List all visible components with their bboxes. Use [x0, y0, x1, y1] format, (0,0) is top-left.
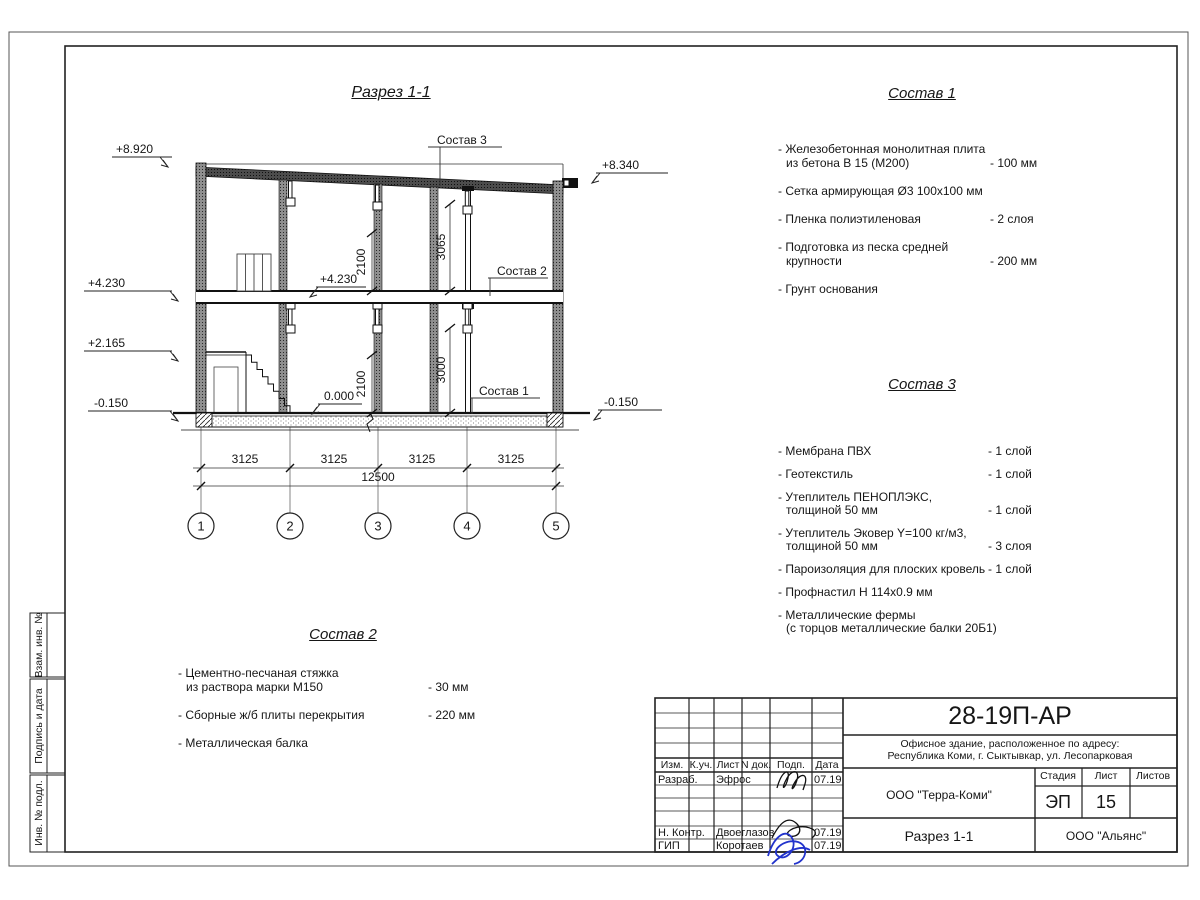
list-item: толщиной 50 мм: [786, 503, 878, 517]
date-cell: 07.19: [814, 774, 842, 786]
sheet-title: Разрез 1-1: [904, 828, 974, 844]
role-cell: Н. Контр.: [658, 827, 705, 839]
header-cell: Изм.: [660, 759, 684, 771]
elevation-label: +8.340: [602, 158, 640, 172]
header-cell: N док.: [741, 759, 771, 771]
sheet-header: Лист: [1094, 770, 1118, 782]
document-number: 28-19П-АР: [948, 702, 1072, 730]
dimension-label: 2100: [354, 370, 368, 398]
list-item: из раствора марки М150: [186, 680, 323, 694]
list-item: - Геотекстиль: [778, 467, 853, 481]
list-item-value: - 100 мм: [990, 156, 1038, 170]
dimension-label: 2100: [354, 248, 368, 276]
dimension-total-label: 12500: [361, 470, 395, 484]
header-cell: Дата: [815, 759, 839, 771]
name-cell: Коротаев: [716, 840, 764, 852]
list-item: крупности: [786, 254, 842, 268]
sheets-header: Листов: [1135, 770, 1171, 782]
stamp-label-podpis: Подпись и дата: [33, 688, 45, 764]
name-cell: Эфрос: [716, 774, 751, 786]
elevation-label: +2.165: [88, 336, 126, 350]
header-cell: Подп.: [777, 759, 805, 771]
list-item-value: - 30 мм: [428, 680, 469, 694]
list-item: - Сетка армирующая Ø3 100х100 мм: [778, 184, 983, 198]
sheet-value: 15: [1095, 792, 1117, 812]
role-cell: Разраб.: [658, 774, 698, 786]
stamp-label-inv: Инв. № подл.: [33, 780, 45, 846]
project-description: Республика Коми, г. Сыктывкар, ул. Лесопарковая: [887, 750, 1133, 762]
project-description: Офисное здание, расположенное по адресу:: [900, 738, 1120, 750]
list-item: - Подготовка из песка средней: [778, 240, 949, 254]
role-cell: ГИП: [658, 840, 680, 852]
sostav3-title: Состав 3: [888, 376, 956, 393]
list-item: - Утеплитель Эковер Y=100 кг/м3,: [778, 526, 967, 540]
list-item: - Сборные ж/б плиты перекрытия: [178, 708, 365, 722]
callout-label: Состав 3: [437, 133, 487, 147]
list-item: - Утеплитель ПЕНОПЛЭКС,: [778, 490, 933, 504]
grid-bubble-label: 2: [286, 518, 294, 534]
list-item: - Мембрана ПВХ: [778, 444, 872, 458]
list-item: - Профнастил Н 114х0.9 мм: [778, 585, 933, 599]
dimension-label: 3125: [231, 452, 259, 466]
dimension-label: 3000: [434, 356, 448, 384]
elevation-label: 0.000: [324, 389, 355, 403]
list-item-value: - 220 мм: [428, 708, 476, 722]
list-item: - Пароизоляция для плоских кровель: [778, 562, 986, 576]
list-item: - Цементно-песчаная стяжка: [178, 666, 339, 680]
stage-header: Стадия: [1040, 770, 1076, 782]
grid-bubble-label: 3: [374, 518, 382, 534]
list-item-value: - 1 слой: [988, 467, 1032, 481]
list-item: из бетона В 15 (М200): [786, 156, 910, 170]
signatures: [768, 772, 815, 864]
dimension-label: 3125: [320, 452, 348, 466]
list-item: - Грунт основания: [778, 282, 878, 296]
list-item-value: - 1 слой: [988, 562, 1032, 576]
list-item: - Металлическая балка: [178, 736, 308, 750]
grid-bubble-label: 1: [197, 518, 205, 534]
elevation-label: +4.230: [88, 276, 126, 290]
grid-bubble-label: 5: [552, 518, 560, 534]
sostav2-title: Состав 2: [309, 626, 377, 643]
elevation-label: -0.150: [604, 395, 639, 409]
signature-nkontr: [772, 820, 815, 838]
dimension-label: 3125: [497, 452, 525, 466]
date-cell: 07.19: [814, 840, 842, 852]
list-item-value: - 2 слоя: [990, 212, 1034, 226]
list-item: - Железобетонная монолитная плита: [778, 142, 986, 156]
name-cell: Двоеглазов: [716, 827, 775, 839]
stamp-label-vzam: Взам. инв. №: [33, 612, 45, 678]
date-cell: 07.19: [814, 827, 842, 839]
list-item: - Металлические фермы: [778, 608, 916, 622]
elevation-label: +4.230: [320, 272, 358, 286]
elevation-label: +8.920: [116, 142, 154, 156]
list-item-value: - 1 слой: [988, 503, 1032, 517]
list-item-value: - 200 мм: [990, 254, 1038, 268]
signature-razrab: [777, 772, 806, 790]
stage-value: ЭП: [1045, 792, 1071, 812]
list-item-value: - 1 слой: [988, 444, 1032, 458]
header-cell: К.уч.: [689, 759, 713, 771]
dimension-label: 3065: [434, 233, 448, 261]
list-item: (с торцов металлические балки 20Б1): [786, 621, 997, 635]
dimension-label: 3125: [408, 452, 436, 466]
callout-label: Состав 1: [479, 384, 529, 398]
design-org: ООО "Терра-Коми": [886, 788, 992, 802]
grid-bubble-label: 4: [463, 518, 471, 534]
header-cell: Лист: [716, 759, 740, 771]
list-item: - Пленка полиэтиленовая: [778, 212, 921, 226]
contractor-org: ООО "Альянс": [1065, 829, 1147, 843]
section-title: Разрез 1-1: [351, 84, 431, 101]
elevation-label: -0.150: [94, 396, 129, 410]
list-item: толщиной 50 мм: [786, 539, 878, 553]
list-item-value: - 3 слоя: [988, 539, 1032, 553]
sostav1-title: Состав 1: [888, 85, 956, 102]
callout-label: Состав 2: [497, 264, 547, 278]
